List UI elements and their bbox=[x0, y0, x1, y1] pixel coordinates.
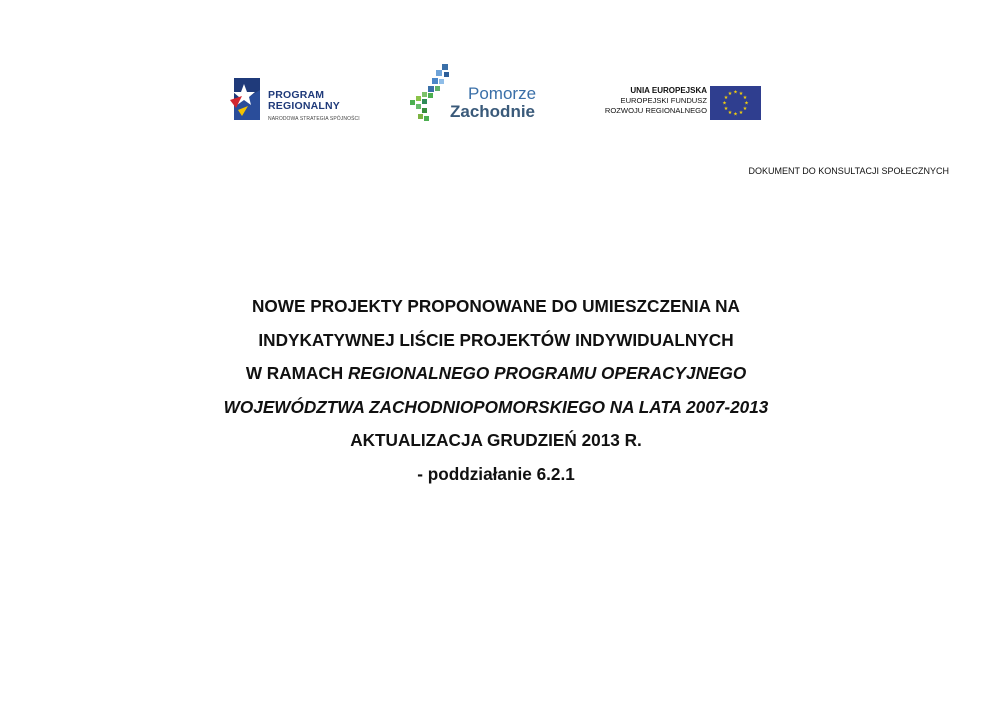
svg-text:★: ★ bbox=[738, 91, 744, 97]
pomorze-zachodnie-line2: Zachodnie bbox=[450, 102, 536, 121]
unia-europejska-logo bbox=[592, 84, 764, 124]
title-line-4 bbox=[150, 391, 842, 425]
title-line-4-italic: WOJEWÓDZTWA ZACHODNIOPOMORSKIEGO NA LATA 2007-2013 bbox=[223, 396, 769, 417]
svg-text:★: ★ bbox=[744, 100, 749, 107]
svg-text:★: ★ bbox=[727, 91, 733, 97]
svg-text:★: ★ bbox=[733, 89, 738, 96]
eu-flag-icon bbox=[710, 86, 761, 120]
unia-europejska-line2: EUROPEJSKI FUNDUSZ bbox=[620, 96, 707, 105]
svg-text:★: ★ bbox=[742, 95, 748, 101]
unia-europejska-line1: UNIA EUROPEJSKA bbox=[630, 86, 707, 95]
svg-text:★: ★ bbox=[733, 111, 738, 118]
title-line-3-italic: REGIONALNEGO PROGRAMU OPERACYJNEGO bbox=[347, 363, 747, 383]
logo-strip bbox=[230, 62, 765, 126]
pomorze-zachodnie-logo bbox=[408, 62, 558, 126]
svg-text:★: ★ bbox=[723, 106, 729, 112]
program-regionalny-line2: REGIONALNY bbox=[268, 100, 341, 112]
document-consultation-label: DOKUMENT DO KONSULTACJI SPOŁECZNYCH bbox=[748, 166, 949, 176]
svg-text:★: ★ bbox=[738, 110, 744, 116]
document-title bbox=[150, 290, 842, 491]
svg-text:★: ★ bbox=[727, 110, 733, 116]
program-regionalny-line3: NARODOWA STRATEGIA SPÓJNOŚCI bbox=[268, 116, 360, 122]
title-line-1: NOWE PROJEKTY PROPONOWANE DO UMIESZCZENIA NA bbox=[252, 296, 740, 316]
title-line-6: - poddziałanie 6.2.1 bbox=[417, 463, 575, 484]
program-regionalny-logo bbox=[230, 76, 380, 126]
program-regionalny-emblem-icon bbox=[230, 76, 264, 122]
title-line-2: INDYKATYWNEJ LIŚCIE PROJEKTÓW INDYWIDUALNYCH bbox=[258, 329, 734, 350]
svg-text:★: ★ bbox=[742, 106, 748, 112]
pomorze-zachodnie-line1: Pomorze bbox=[468, 84, 537, 103]
svg-text:★: ★ bbox=[722, 100, 727, 107]
title-line-5: AKTUALIZACJA GRUDZIEŃ 2013 R. bbox=[350, 430, 642, 450]
unia-europejska-line3: ROZWOJU REGIONALNEGO bbox=[604, 106, 707, 115]
title-line-3 bbox=[150, 357, 842, 391]
title-line-3-prefix: W RAMACH bbox=[245, 363, 348, 383]
svg-text:★: ★ bbox=[723, 95, 729, 101]
program-regionalny-line1: PROGRAM bbox=[268, 89, 325, 101]
